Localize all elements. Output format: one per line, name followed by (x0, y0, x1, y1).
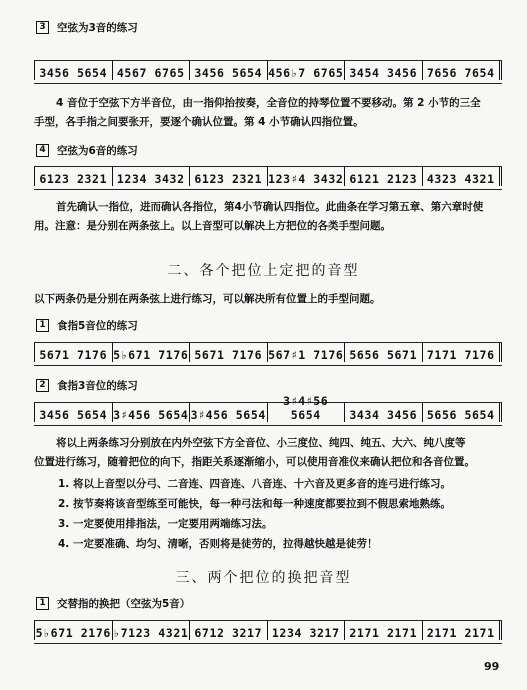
exercise-title: 交替指的换把（空弦为5音） (57, 598, 191, 610)
measure: 5♭671 2176 (34, 621, 113, 640)
measure: 2171 2171 (345, 621, 423, 640)
measure: 456♭7 6765 (268, 61, 346, 80)
paragraph (34, 434, 504, 472)
measure: 567♯1 7176 (268, 343, 346, 362)
measure: 3♯456 5654 (113, 403, 191, 422)
section-heading: 二、各个把位上定把的音型 (167, 263, 360, 279)
measure: 3454 3456 (345, 61, 423, 80)
measure: 3456 5654 (34, 403, 113, 422)
exercise-number: 1 (36, 319, 49, 332)
list-item: 4. 一定要准确、均匀、清晰，否则将是徒劳的，拉得越快越是徒劳！ (58, 538, 378, 550)
measure: 3♯456 5654 (190, 403, 268, 422)
measure: 3434 3456 (345, 403, 423, 422)
measure: 1234 3432 (113, 167, 191, 186)
measure: 5671 7176 (34, 343, 113, 362)
paragraph (34, 198, 504, 236)
exercise-header (36, 596, 190, 611)
exercise-number: 3 (36, 21, 49, 34)
paragraph-line: 位置进行练习，随着把位的向下，指距关系逐渐缩小，可以使用音准仪来确认把位和各音位置。 (34, 456, 475, 468)
exercise-number: 2 (36, 379, 49, 392)
measure: 5656 5654 (423, 403, 503, 422)
exercise-header (36, 378, 138, 393)
paragraph-line: 手型，各手指之间要张开，要逐个确认位置。第 4 小节确认四指位置。 (34, 116, 364, 128)
paragraph-line: 用。注意：是分别在两条弦上。以上音型可以解决上方把位的各类手型问题。 (34, 220, 391, 232)
list-item: 1. 将以上音型以分弓、二音连、四音连、八音连、十六音及更多音的连弓进行练习。 (58, 478, 451, 490)
measure: 2171 2171 (423, 621, 503, 640)
exercise-number: 4 (36, 144, 49, 157)
measure: ♭7123 4321 (113, 621, 191, 640)
measure: 1234 3217 (268, 621, 346, 640)
exercise-header (36, 143, 138, 158)
measure: 6123 2321 (34, 167, 113, 186)
measure: 6121 2123 (345, 167, 423, 186)
exercise-title: 食指3音位的练习 (57, 380, 138, 392)
paragraph (34, 94, 504, 132)
measure: 5♭671 7176 (113, 343, 191, 362)
exercise-title: 空弦为6音的练习 (57, 145, 138, 157)
music-notation (34, 620, 502, 644)
exercise-title: 空弦为3音的练习 (57, 22, 138, 34)
page-number: 99 (484, 660, 500, 673)
measure: 123♯4 3432 (268, 167, 346, 186)
measure: 7171 7176 (423, 343, 503, 362)
measure: 5671 7176 (190, 343, 268, 362)
section-heading: 三、两个把位的换把音型 (175, 570, 352, 586)
measure: 4567 6765 (113, 61, 191, 80)
paragraph-line: 4 音位于空弦下方半音位，由一指仰抬按奏，全音位的持琴位置不要移动。第 2 小节的三全 (56, 97, 481, 109)
section-intro: 以下两条仍是分别在两条弦上进行练习，可以解决所有位置上的手型问题。 (34, 293, 381, 305)
list-item: 3. 一定要使用排指法，一定要用两端练习法。 (58, 518, 273, 530)
exercise-header (36, 318, 138, 333)
measure: 6123 2321 (190, 167, 268, 186)
measure: 3456 5654 (190, 61, 268, 80)
measure: 3456 5654 (34, 61, 113, 80)
music-notation (34, 166, 502, 190)
music-notation (34, 394, 502, 426)
measure: 5656 5671 (345, 343, 423, 362)
measure: 3♯4♯56 5654 (268, 403, 346, 422)
exercise-title: 食指5音位的练习 (57, 320, 138, 332)
music-notation (34, 60, 502, 84)
list-item: 2. 按节奏将该音型练至可能快，每一种弓法和每一种速度都要拉到不假思索地熟练。 (58, 498, 451, 510)
paragraph-line: 将以上两条练习分别放在内外空弦下方全音位、小三度位、纯四、纯五、大六、纯八度等 (56, 437, 466, 449)
exercise-header (36, 20, 138, 35)
music-notation (34, 342, 502, 366)
measure: 7656 7654 (423, 61, 503, 80)
paragraph-line: 首先确认一指位，进而确认各指位，第4小节确认四指位。此曲条在学习第五章、第六章时使 (56, 201, 484, 213)
exercise-number: 1 (36, 597, 49, 610)
measure: 6712 3217 (190, 621, 268, 640)
measure: 4323 4321 (423, 167, 503, 186)
